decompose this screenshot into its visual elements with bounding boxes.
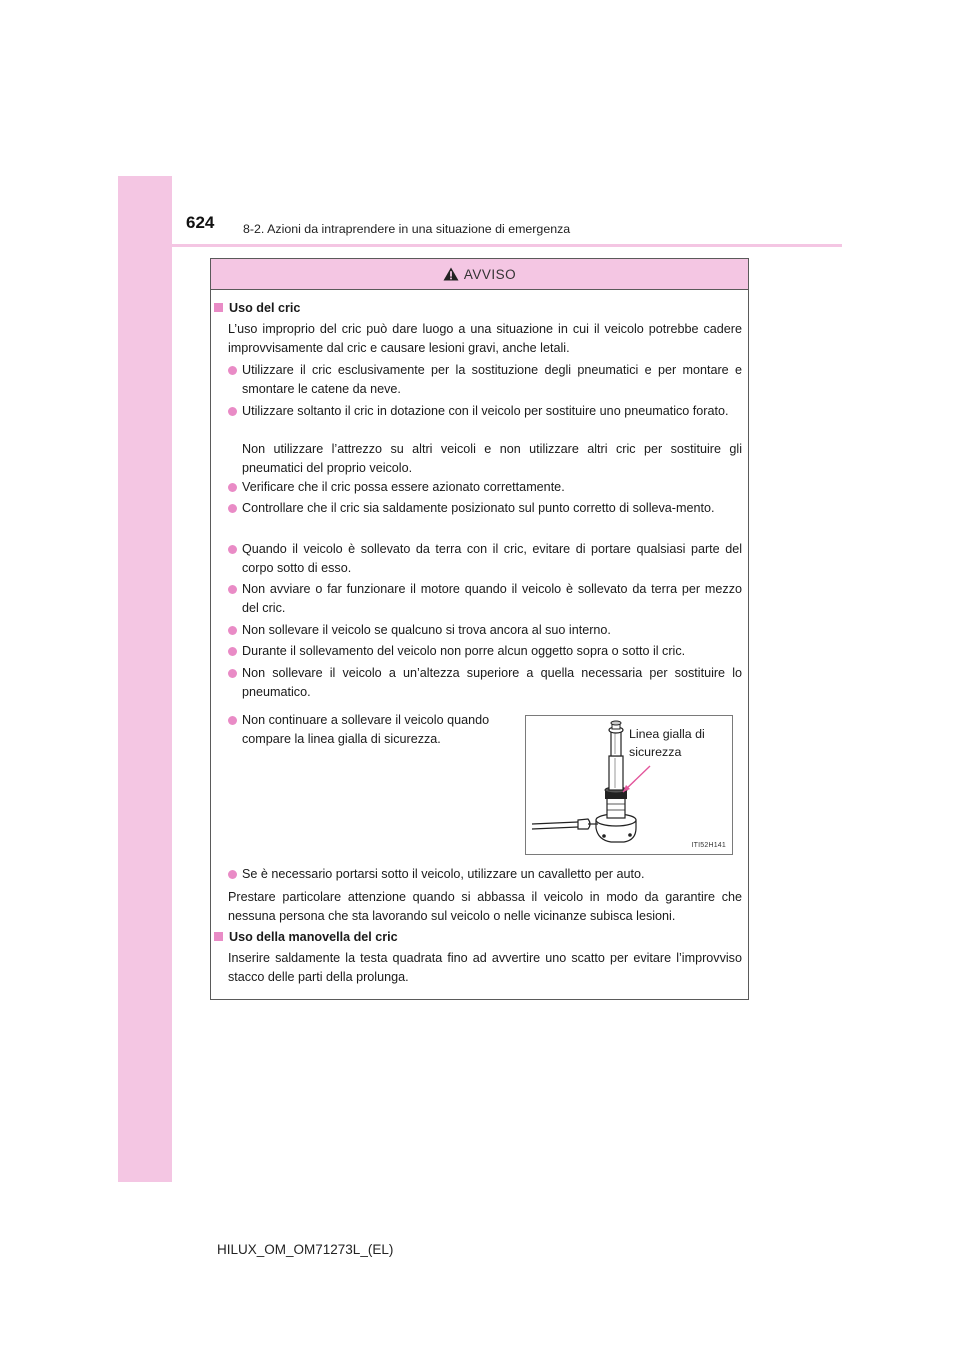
page-number: 624 [186,213,215,232]
bullet-dot-icon [228,585,237,594]
warning-triangle-icon [443,267,459,281]
list-item: Non sollevare il veicolo a un’altezza superiore a quella necessaria per sostituire lo pneumatico. [228,664,742,702]
list-item: Utilizzare soltanto il cric in dotazione con il veicolo per sostituire uno pneumatico forato. [228,402,742,421]
list-item: Quando il veicolo è sollevato da terra con il cric, evitare di portare qualsiasi parte del corpo sotto di esso. [228,540,742,578]
bullet-dot-icon [228,366,237,375]
bullet-dot-icon [228,669,237,678]
bullet-dot-icon [228,626,237,635]
figure-code: ITI52H141 [691,842,726,849]
document-code: HILUX_OM_OM71273L_(EL) [217,1242,394,1257]
yellow-safety-line-label: Linea gialla di sicurezza [629,727,705,759]
bullet-dot-icon [228,870,237,879]
list-item-continuation: Non utilizzare l’attrezzo su altri veicoli e non utilizzare altri cric per sostituire gli pneumatici del proprio veicolo. [242,442,742,476]
square-bullet-icon [214,932,223,941]
side-tab-band [118,176,172,1182]
section-title-cric: Uso del cric [214,299,300,318]
section-title-manovella: Uso della manovella del cric [214,928,398,947]
section-outro: Prestare particolare attenzione quando si abbassa il veicolo in modo da garantire che nessuna persona che sta lavorando sul veicolo o nelle vicinanze subisca lesioni. [228,890,742,924]
header-rule [172,244,842,247]
list-item: Controllare che il cric sia saldamente posizionato sul punto corretto di solleva-mento. [228,499,742,518]
list-item: Verificare che il cric possa essere azionato correttamente. [228,478,742,497]
jack-illustration [525,715,733,855]
chapter-title: 8-2. Azioni da intraprendere in una situazione di emergenza [243,222,571,236]
warning-header [211,259,748,290]
bullet-dot-icon [228,407,237,416]
section-intro: L’uso improprio del cric può dare luogo a una situazione in cui il veicolo potrebbe cadere improvvisamente dal cric e causare lesioni gravi, anche letali. [228,322,742,356]
list-item: Se è necessario portarsi sotto il veicolo, utilizzare un cavalletto per auto. [228,865,742,884]
bullet-dot-icon [228,504,237,513]
square-bullet-icon [214,303,223,312]
list-item: Durante il sollevamento del veicolo non porre alcun oggetto sopra o sotto il cric. [228,642,742,661]
bullet-dot-icon [228,647,237,656]
section2-text: Inserire saldamente la testa quadrata fino ad avvertire uno scatto per evitare l’improvviso stacco delle parti della prolunga. [228,951,742,985]
warning-box [210,258,749,1000]
bullet-dot-icon [228,483,237,492]
bullet-dot-icon [228,716,237,725]
list-item: Non sollevare il veicolo se qualcuno si trova ancora al suo interno. [228,621,742,640]
warning-label: AVVISO [463,266,517,282]
list-item: Utilizzare il cric esclusivamente per la sostituzione degli pneumatici e per montare e smontare le catene da neve. [228,361,742,399]
bullet-dot-icon [228,545,237,554]
list-item: Non continuare a sollevare il veicolo quando compare la linea gialla di sicurezza. [228,711,528,749]
list-item: Non avviare o far funzionare il motore quando il veicolo è sollevato da terra per mezzo del cric. [228,580,742,618]
